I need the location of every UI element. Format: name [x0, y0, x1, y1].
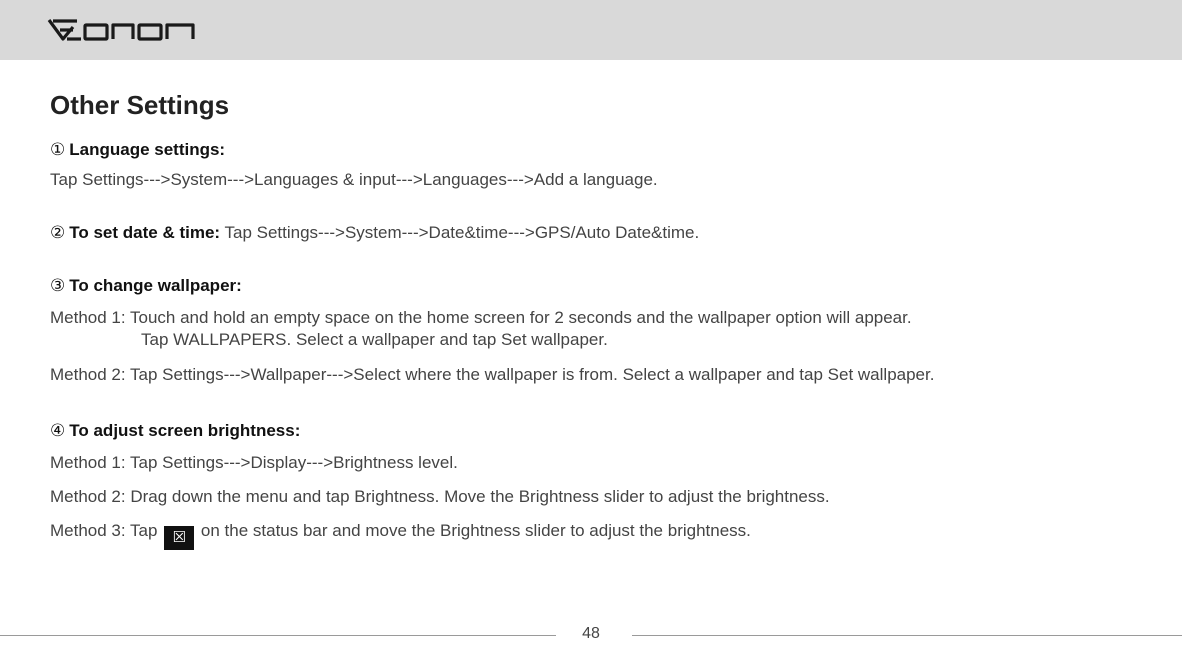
section-brightness-heading: [50, 421, 300, 441]
wallpaper-method1-line2: Tap WALLPAPERS. Select a wallpaper and tap Set wallpaper.: [141, 330, 608, 349]
footer-rule-left: [0, 635, 556, 636]
page-title: Other Settings: [50, 90, 230, 120]
section-wallpaper-heading: [50, 276, 242, 296]
wallpaper-method2: Method 2: Tap Settings--->Wallpaper--->Select where the wallpaper is from. Select a wallpaper and tap Set wallpaper.: [50, 365, 935, 384]
eonon-logo: [47, 17, 199, 43]
heading-text: To change wallpaper:: [69, 276, 242, 295]
section-number: ①: [50, 140, 66, 159]
wallpaper-method1-line1: Method 1: Touch and hold an empty space on the home screen for 2 seconds and the wallpaper option will appear.: [50, 308, 912, 327]
heading-text: Language settings:: [69, 140, 226, 159]
section-language-heading: [50, 140, 225, 160]
status-bar-brightness-icon: ☒: [164, 526, 194, 550]
heading-text: To adjust screen brightness:: [69, 421, 301, 440]
section-number: ③: [50, 276, 66, 295]
page-number: 48: [582, 625, 600, 642]
footer-rule-right: [632, 635, 1182, 636]
section-number: ②: [50, 223, 66, 242]
language-instructions: Tap Settings--->System--->Languages & input--->Languages--->Add a language.: [50, 170, 658, 189]
section-datetime: [50, 223, 699, 243]
heading-text: To set date & time:: [69, 223, 221, 242]
page-header: [0, 0, 1182, 60]
brightness-method1: Method 1: Tap Settings--->Display--->Brightness level.: [50, 453, 458, 472]
brightness-method3: [50, 521, 751, 550]
datetime-instructions: Tap Settings--->System--->Date&time--->GPS/Auto Date&time.: [220, 223, 700, 242]
brightness-method2: Method 2: Drag down the menu and tap Brightness. Move the Brightness slider to adjust the brightness.: [50, 487, 830, 506]
method3-text-before: Method 3: Tap: [50, 521, 158, 540]
section-number: ④: [50, 421, 66, 440]
method3-text-after: on the status bar and move the Brightness slider to adjust the brightness.: [200, 521, 751, 540]
